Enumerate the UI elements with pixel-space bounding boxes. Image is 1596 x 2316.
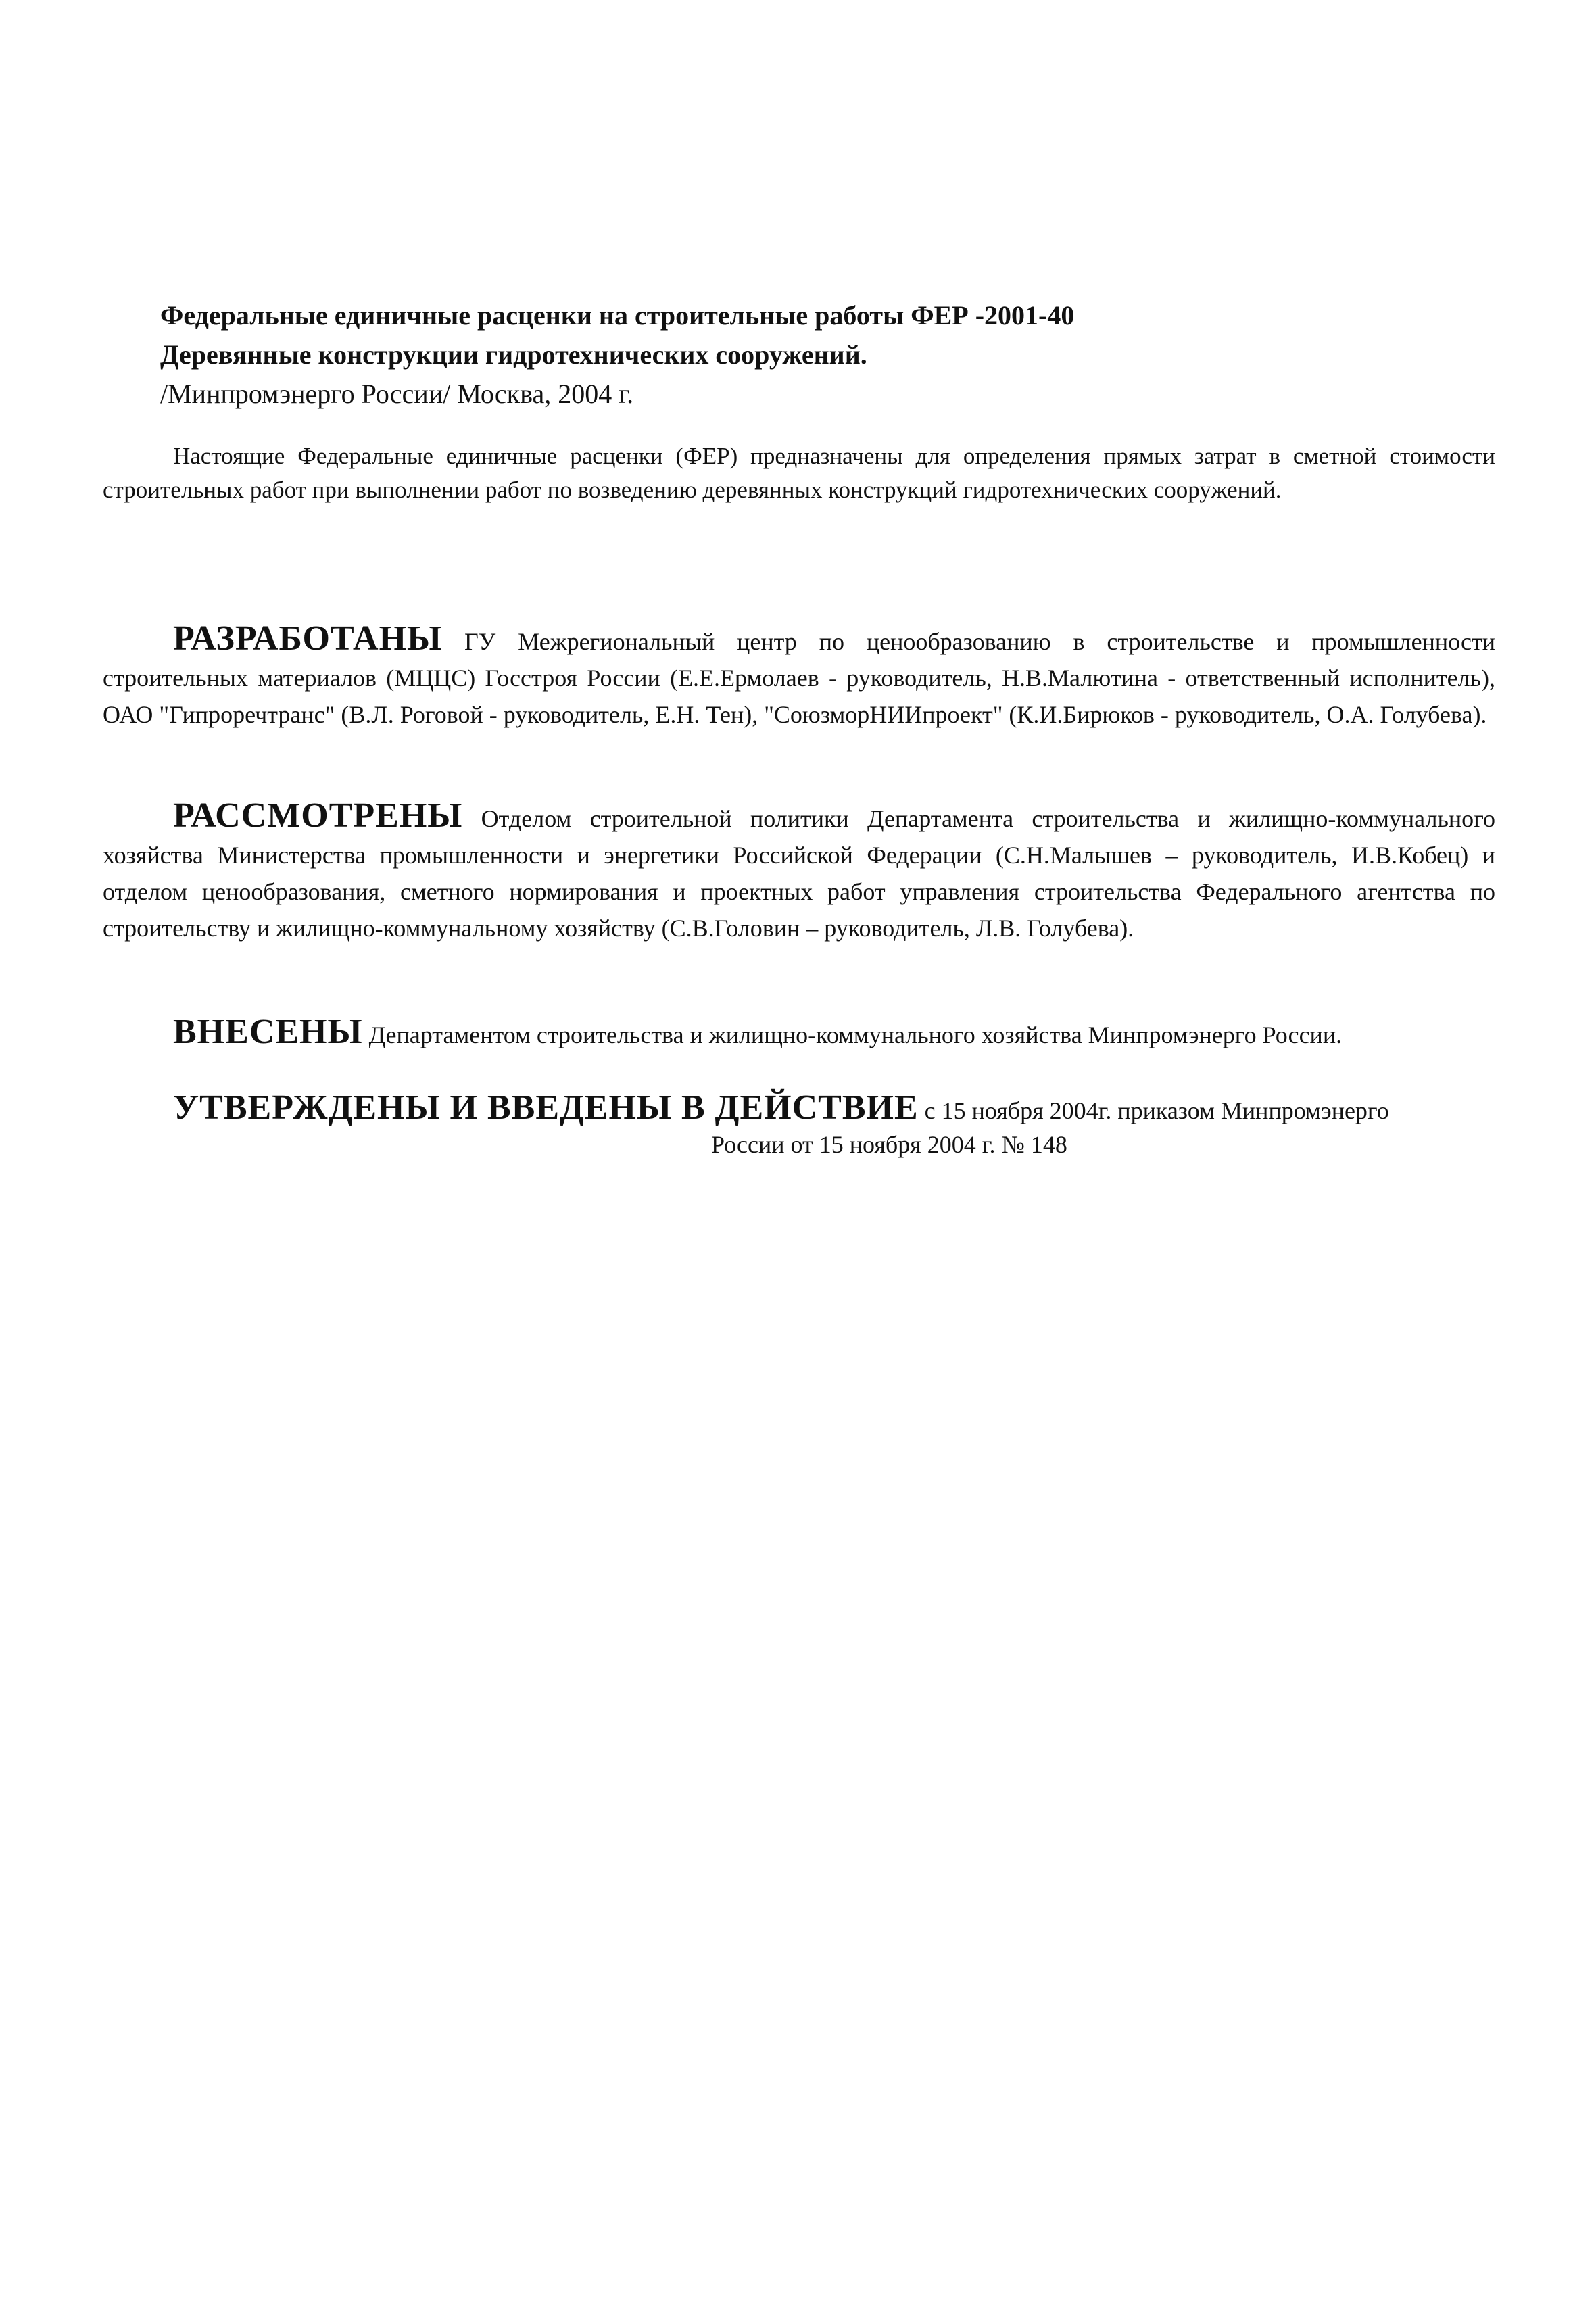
reviewed-heading: РАССМОТРЕНЫ xyxy=(173,796,463,835)
approved-section xyxy=(173,1090,1498,1129)
developed-text: ГУ Межрегиональный центр по ценообразованию в строительстве и промышленности строительных материалов (МЦЦС) Госстроя России (Е.Е.Ермолаев - руководитель, Н.В.Малютина - ответственный исполнитель), ОАО "Гипроречтранс" (В.Л. Роговой - руководитель, Е.Н. Тен), "СоюзморНИИпроект" (К.И.Бирюков - руководитель, О.А. Голубева). xyxy=(103,628,1495,728)
approved-text-line2: России от 15 ноября 2004 г. № 148 xyxy=(711,1131,1067,1158)
developed-section xyxy=(103,621,1495,733)
intro-paragraph: Настоящие Федеральные единичные расценки (ФЕР) предназначены для определения прямых затрат в сметной стоимости строительных работ при выполнении работ по возведению деревянных конструкций гидротехнических сооружений. xyxy=(103,443,1495,503)
approved-text-line1: с 15 ноября 2004г. приказом Минпромэнерго xyxy=(918,1097,1389,1124)
submitted-heading: ВНЕСЕНЫ xyxy=(173,1013,363,1051)
developed-heading: РАЗРАБОТАНЫ xyxy=(173,619,443,658)
approved-heading: УТВЕРЖДЕНЫ И ВВЕДЕНЫ В ДЕЙСТВИЕ xyxy=(173,1088,919,1127)
document-header xyxy=(160,296,1445,414)
reviewed-section xyxy=(103,798,1495,946)
publisher-line: /Минпромэнерго России/ Москва, 2004 г. xyxy=(160,379,634,409)
submitted-text: Департаментом строительства и жилищно-коммунального хозяйства Минпромэнерго России. xyxy=(362,1021,1343,1048)
reviewed-text: Отделом строительной политики Департамента строительства и жилищно-коммунального хозяйства Министерства промышленности и энергетики Российской Федерации (С.Н.Малышев – руководитель, И.В.Кобец) и отделом ценообразования, сметного нормирования и проектных работ управления строительства Федерального агентства по строительству и жилищно-коммунальному хозяйству (С.В.Головин – руководитель, Л.В. Голубева). xyxy=(103,805,1495,942)
submitted-section xyxy=(103,1014,1495,1053)
document-subtitle: Деревянные конструкции гидротехнических сооружений. xyxy=(160,339,867,370)
document-title: Федеральные единичные расценки на строительные работы ФЕР -2001-40 xyxy=(160,300,1075,331)
